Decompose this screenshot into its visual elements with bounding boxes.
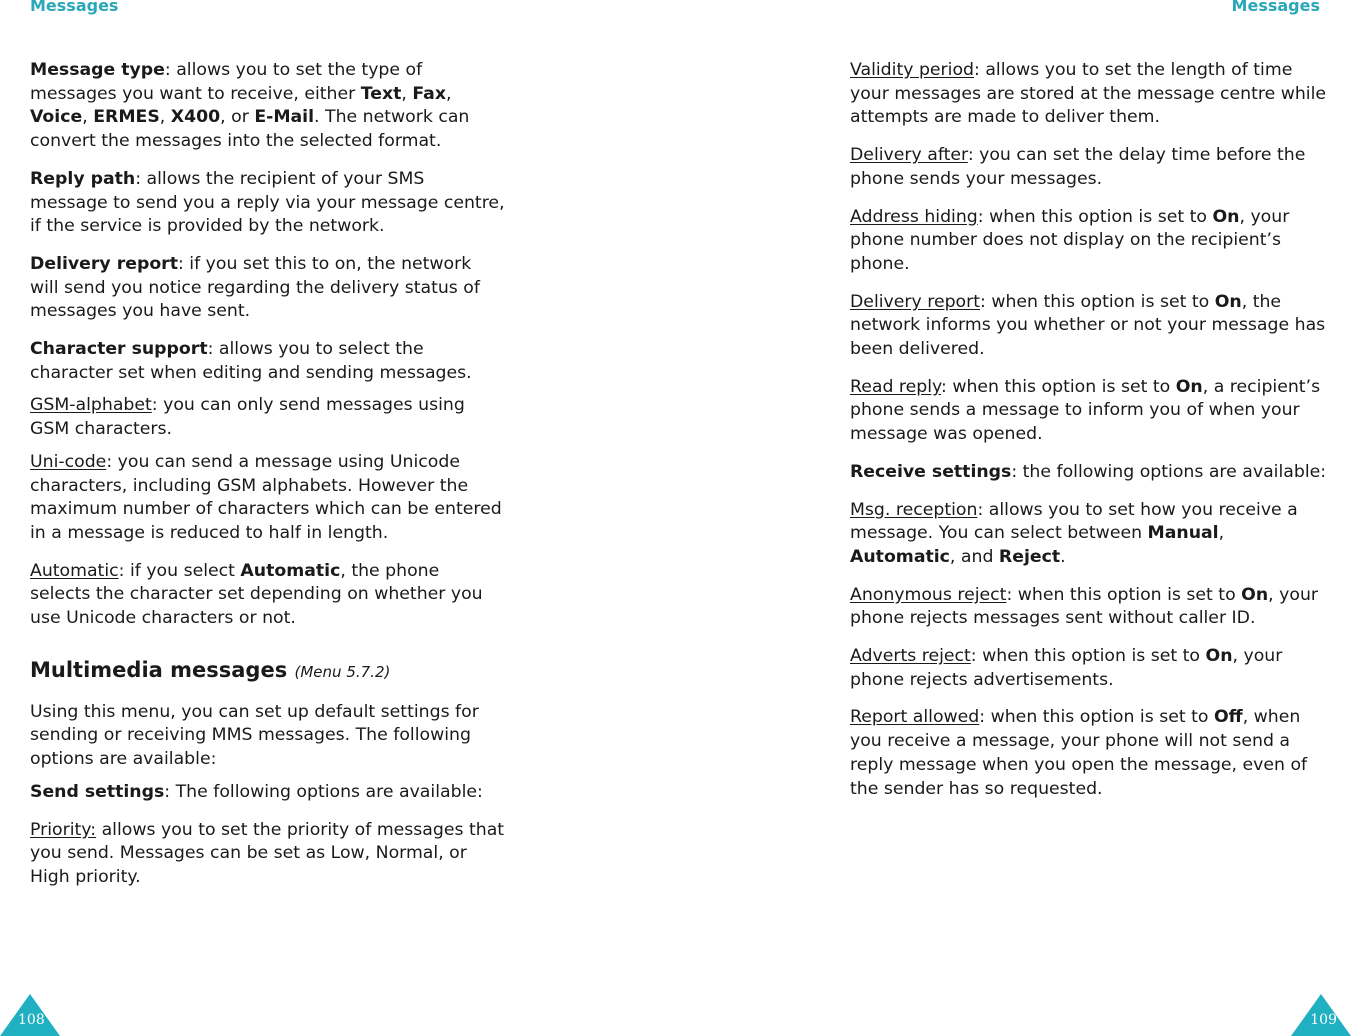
mms-intro: Using this menu, you can set up default settings for sending or receiving MMS messages. The following options are available: [30,701,479,770]
term: Anonymous reject [850,584,1007,605]
menu-reference: (Menu 5.7.2) [294,662,391,681]
term: Uni-code [30,451,107,472]
term: Delivery after [850,145,968,166]
page-number-text: 109 [1310,1012,1337,1028]
term: GSM-alphabet [30,395,152,416]
term: Reply path [30,168,136,189]
priority-entry: Priority: allows you to set the priority of messages that you send. Messages can be set as Low, Normal, or High priority. [30,819,505,887]
receive-settings-entry: Receive settings: the following options are available: [850,461,1327,482]
running-header-left: Messages [30,0,119,15]
term: Receive settings [850,461,1012,482]
term: Automatic [30,560,119,581]
term: Delivery report [850,291,981,312]
term: Message type [30,60,165,80]
report-allowed-entry: Report allowed: when this option is set to Off, when you receive a message, your phone will not send a reply message when you open the message, even of the sender has so requested. [850,707,1308,799]
message-type-entry: Message type: allows you to set the type of messages you want to receive, either Text, Fax, Voice, ERMES, X400, or E-Mail. The network can convert the messages into the selected format. [30,60,470,152]
delivery-report-entry: Delivery report: when this option is set to On, the network informs you whether or not your message has been delivered. [850,291,1326,360]
read-reply-entry: Read reply: when this option is set to On, a recipient’s phone sends a message to inform you of when your message was opened. [850,376,1321,445]
send-settings-entry: Send settings: The following options are available: [30,781,483,802]
term: Character support [30,339,208,360]
term: Report allowed [850,707,980,728]
character-support-entry: Character support: allows you to select the character set when editing and sending messages. [30,339,472,383]
term: Delivery report [30,253,178,274]
term: Adverts reject [850,646,971,667]
term: Validity period [850,60,974,80]
anonymous-reject-entry: Anonymous reject: when this option is set to On, your phone rejects messages sent without caller ID. [850,584,1319,629]
automatic-entry: Automatic: if you select Automatic, the phone selects the character set depending on whether you use Unicode characters or not. [30,560,483,629]
adverts-reject-entry: Adverts reject: when this option is set to On, your phone rejects advertisements. [850,646,1283,690]
address-hiding-entry: Address hiding: when this option is set to On, your phone number does not display on the recipient’s phone. [850,206,1290,274]
gsm-alphabet-entry: GSM-alphabet: you can only send messages using GSM characters. [30,395,465,440]
page-number-left [0,990,60,1036]
uni-code-entry: Uni-code: you can send a message using Unicode characters, including GSM alphabets. However the maximum number of characters which can be entered in a message is reduced to half in length. [30,451,502,543]
term: Read reply [850,376,942,397]
term: Address hiding [850,206,978,227]
term: Send settings [30,781,165,802]
mms-heading: Multimedia messages (Menu 5.7.2) [30,657,391,682]
delivery-after-entry: Delivery after: you can set the delay time before the phone sends your messages. [850,145,1306,189]
page-number-text: 108 [18,1012,45,1028]
term: Msg. reception [850,499,978,520]
running-header-right: Messages [1231,0,1320,15]
validity-period-entry: Validity period: allows you to set the length of time your messages are stored at the message centre while attempts are made to deliver them. [850,60,1327,128]
msg-reception-entry: Msg. reception: allows you to set how you receive a message. You can select between Manual, Automatic, and Reject. [850,499,1298,567]
page-number-right [1291,990,1351,1036]
term: Priority: [30,819,97,840]
delivery-report-entry: Delivery report: if you set this to on, the network will send you notice regarding the delivery status of messages you have sent. [30,253,480,322]
reply-path-entry: Reply path: allows the recipient of your SMS message to send you a reply via your message centre, if the service is provided by the network. [30,168,505,237]
left-column [30,59,505,904]
right-column [850,59,1330,815]
